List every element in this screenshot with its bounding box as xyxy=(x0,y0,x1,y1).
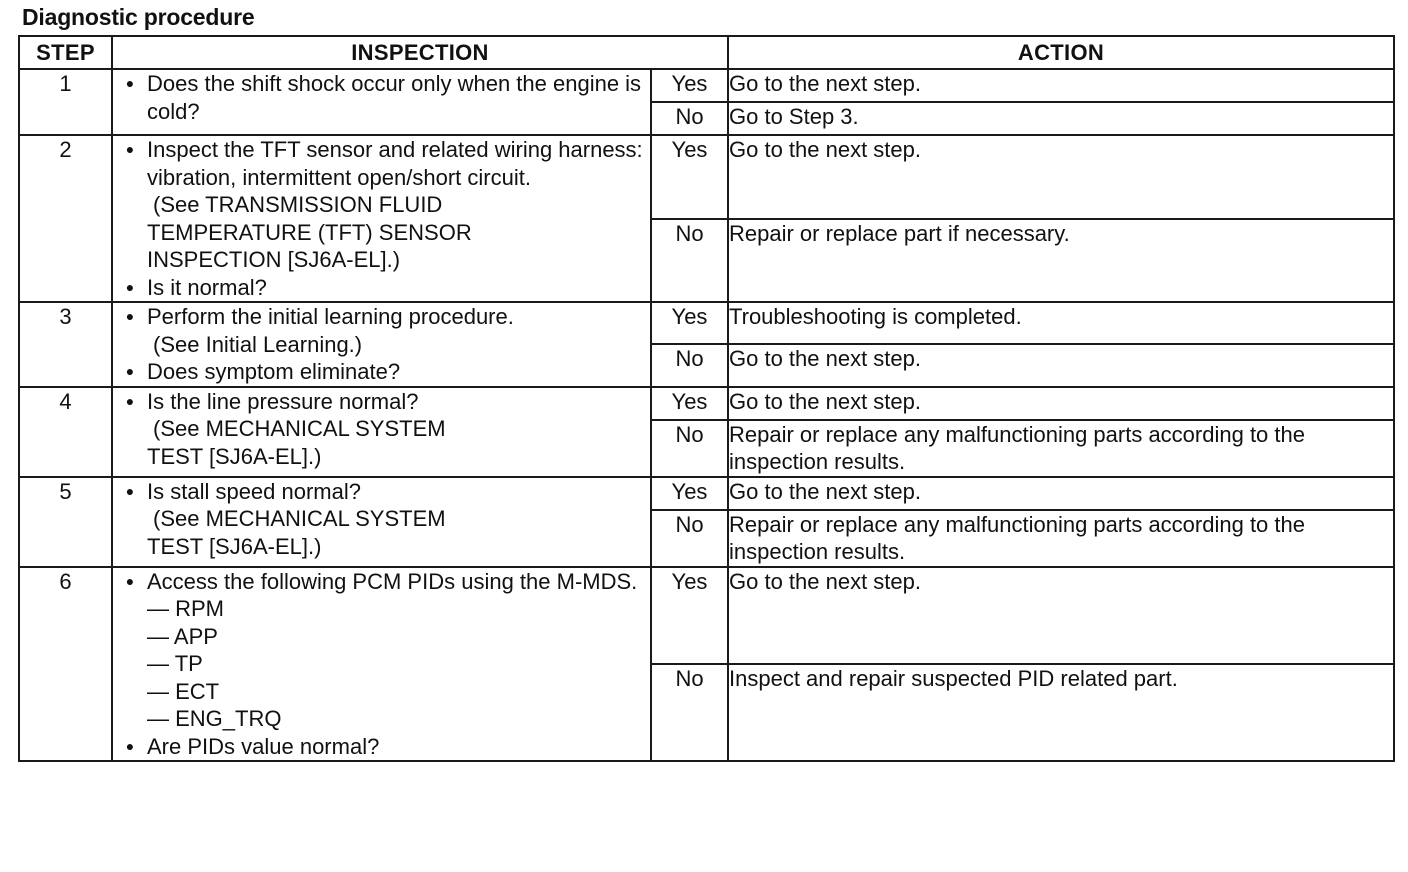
step-number: 3 xyxy=(19,302,112,387)
yes-action: Go to the next step. xyxy=(728,387,1394,420)
bullet-icon: ● xyxy=(125,363,135,379)
inspection-cell xyxy=(112,135,651,302)
no-action: Repair or replace any malfunctioning parts according to the inspection results. xyxy=(728,420,1394,477)
reference-text: (See MECHANICAL SYSTEM xyxy=(153,416,446,441)
reference-text: (See Initial Learning.) xyxy=(153,331,363,357)
pid-item: — RPM xyxy=(147,596,224,621)
no-action: Inspect and repair suspected PID related part. xyxy=(728,664,1394,761)
inspection-cell xyxy=(112,69,651,135)
page-title: Diagnostic procedure xyxy=(22,4,255,30)
inspection-text: Does the shift shock occur only when the engine is cold? xyxy=(147,71,642,124)
inspection-cell xyxy=(112,302,651,387)
pid-item: — ECT xyxy=(147,678,220,704)
no-label: No xyxy=(651,664,728,761)
header-inspection: INSPECTION xyxy=(112,36,728,69)
bullet-icon: ● xyxy=(125,572,135,589)
step-4-yes-row xyxy=(19,387,1394,420)
step-number: 2 xyxy=(19,135,112,302)
inspection-item xyxy=(113,274,650,302)
inspection-text: Access the following PCM PIDs using the M-MDS. xyxy=(147,568,638,594)
no-action: Go to Step 3. xyxy=(728,102,1394,135)
inspection-item xyxy=(113,70,650,125)
reference-text: INSPECTION [SJ6A-EL].) xyxy=(147,247,401,272)
header-step: STEP xyxy=(19,36,112,69)
inspection-question: Does symptom eliminate? xyxy=(147,359,401,384)
header-action: ACTION xyxy=(728,36,1394,69)
bullet-icon: ● xyxy=(125,737,135,754)
step-2-yes-row xyxy=(19,135,1394,219)
yes-label: Yes xyxy=(651,135,728,219)
yes-label: Yes xyxy=(651,567,728,664)
reference-text: TEST [SJ6A-EL].) xyxy=(147,443,322,469)
reference-text: TEMPERATURE (TFT) SENSOR xyxy=(147,219,472,245)
header-row xyxy=(19,36,1394,69)
yes-action: Go to the next step. xyxy=(728,69,1394,102)
inspection-item xyxy=(113,733,650,761)
no-label: No xyxy=(651,510,728,567)
step-number: 6 xyxy=(19,567,112,762)
inspection-item xyxy=(113,358,650,386)
pid-item: — TP xyxy=(147,651,203,676)
inspection-text: Perform the initial learning procedure. xyxy=(147,304,514,329)
bullet-icon: ● xyxy=(125,392,135,409)
no-action: Go to the next step. xyxy=(728,344,1394,386)
no-action: Repair or replace part if necessary. xyxy=(728,219,1394,303)
bullet-icon: ● xyxy=(125,308,135,324)
step-3-yes-row xyxy=(19,302,1394,344)
yes-action: Go to the next step. xyxy=(728,477,1394,510)
yes-action: Go to the next step. xyxy=(728,135,1394,219)
yes-label: Yes xyxy=(651,477,728,510)
inspection-item xyxy=(113,478,650,506)
bullet-icon: ● xyxy=(125,482,135,499)
no-label: No xyxy=(651,344,728,386)
pid-item: — ENG_TRQ xyxy=(147,706,282,731)
yes-action: Go to the next step. xyxy=(728,567,1394,664)
inspection-cell xyxy=(112,387,651,477)
inspection-question: Is stall speed normal? xyxy=(147,478,361,504)
inspection-text: Inspect the TFT sensor and related wiring harness: vibration, intermittent open/short circuit. xyxy=(147,137,643,190)
pid-item: — APP xyxy=(147,623,218,649)
bullet-icon: ● xyxy=(125,141,135,157)
bullet-icon: ● xyxy=(125,278,135,295)
inspection-question: Is the line pressure normal? xyxy=(147,388,419,414)
step-5-yes-row xyxy=(19,477,1394,510)
reference-text: (See TRANSMISSION FLUID xyxy=(153,192,443,217)
inspection-item xyxy=(113,303,650,331)
step-6-yes-row xyxy=(19,567,1394,664)
inspection-item xyxy=(113,388,650,416)
step-number: 4 xyxy=(19,387,112,477)
step-1-yes-row xyxy=(19,69,1394,102)
yes-label: Yes xyxy=(651,302,728,344)
no-label: No xyxy=(651,420,728,477)
inspection-question: Is it normal? xyxy=(147,274,267,300)
inspection-cell xyxy=(112,567,651,762)
diagnostic-table xyxy=(18,35,1395,762)
inspection-question: Are PIDs value normal? xyxy=(147,733,380,759)
reference-text: TEST [SJ6A-EL].) xyxy=(147,533,322,559)
reference-text: (See MECHANICAL SYSTEM xyxy=(153,506,446,531)
inspection-item xyxy=(113,136,650,191)
bullet-icon: ● xyxy=(125,75,135,91)
no-action: Repair or replace any malfunctioning parts according to the inspection results. xyxy=(728,510,1394,567)
step-number: 5 xyxy=(19,477,112,567)
yes-label: Yes xyxy=(651,69,728,102)
yes-label: Yes xyxy=(651,387,728,420)
inspection-cell xyxy=(112,477,651,567)
no-label: No xyxy=(651,219,728,303)
no-label: No xyxy=(651,102,728,135)
inspection-item xyxy=(113,568,650,596)
step-number: 1 xyxy=(19,69,112,135)
yes-action: Troubleshooting is completed. xyxy=(728,302,1394,344)
